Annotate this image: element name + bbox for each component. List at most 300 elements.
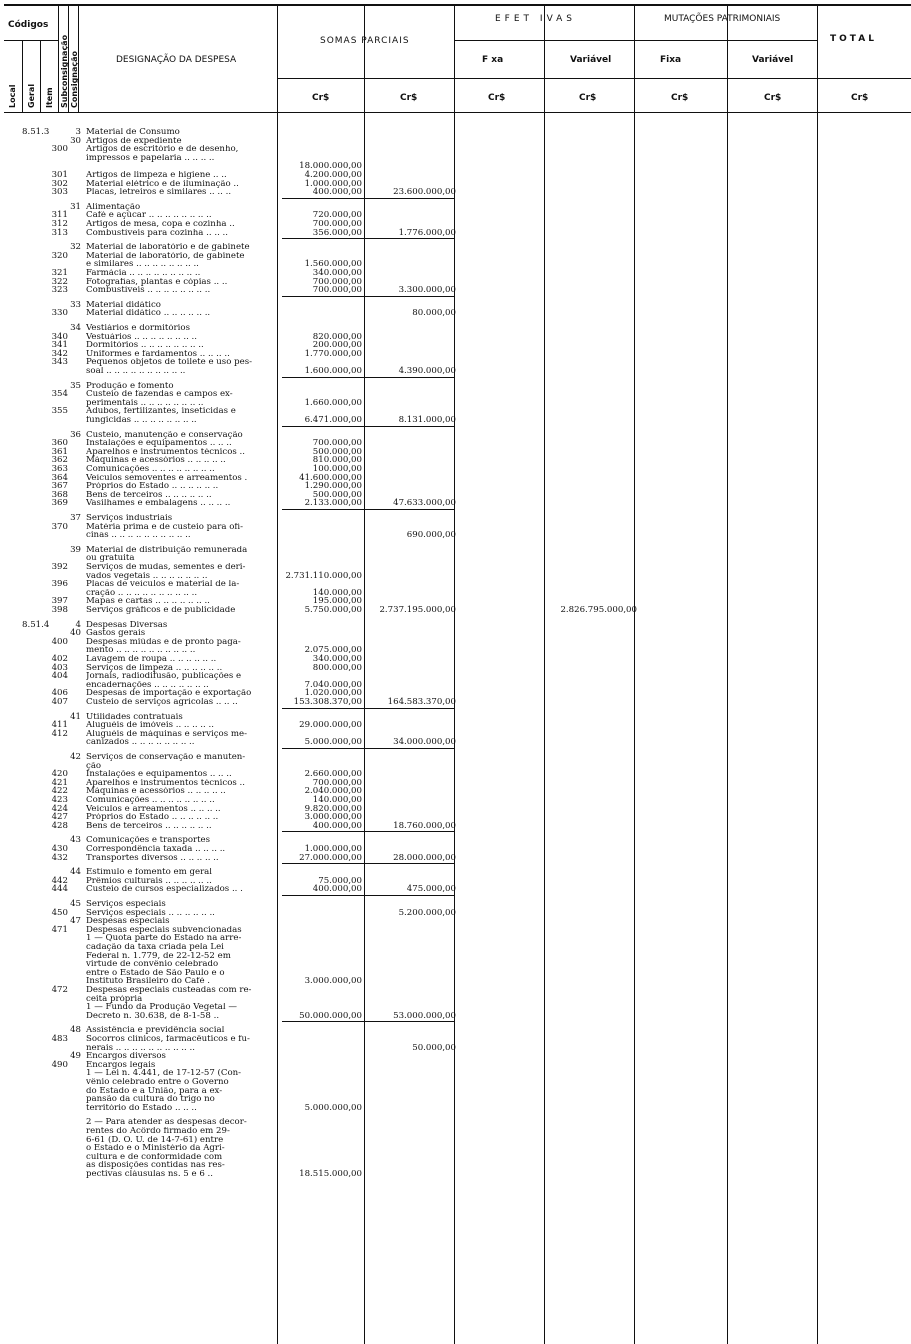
- partial-sum-1: 400.000,00: [312, 187, 362, 198]
- description: Combustíveis para cozinha .. .. ..: [86, 228, 229, 238]
- code-group: 30: [70, 135, 81, 146]
- code-group: 37: [70, 513, 81, 523]
- code-group: 35: [70, 380, 81, 391]
- table-row: [0, 1012, 911, 1021]
- partial-sum-1: 5.000.000,00: [304, 1102, 362, 1113]
- partial-sum-2: 3.300.000,00: [398, 285, 456, 296]
- description: Adubos, fertilizantes, inseticidas e: [86, 407, 236, 417]
- subtotal-rule: [282, 708, 454, 709]
- code-item: 403: [51, 662, 68, 673]
- partial-sum-1: 9.820.000,00: [304, 803, 362, 814]
- description: Material de laboratório e de gabinete: [86, 243, 250, 253]
- partial-sum-2: 4.390.000,00: [398, 366, 456, 376]
- code-item: 321: [51, 268, 68, 278]
- description: perimentais .. .. .. .. .. .. .. ..: [86, 398, 204, 408]
- partial-sum-1: 1.020.000,00: [304, 688, 362, 699]
- subtotal-rule: [282, 748, 454, 749]
- description: Artigos de escritório e de desenho,: [86, 145, 239, 155]
- description: Comunicações .. .. .. .. .. .. .. ..: [86, 796, 215, 805]
- partial-sum-1: 5.000.000,00: [304, 737, 362, 748]
- partial-sum-1: 2.133.000,00: [304, 498, 362, 509]
- designacao-header: DESIGNAÇÃO DA DESPESA: [116, 55, 237, 65]
- description: 6-61 (D. O. U. de 14-7-61) entre: [86, 1135, 224, 1145]
- item-label: Item: [45, 87, 54, 108]
- partial-sum-1: 100.000,00: [312, 464, 362, 474]
- code-group: 3: [75, 127, 81, 137]
- partial-sum-1: 700.000,00: [312, 276, 362, 287]
- partial-sum-1: 153.308.370,00: [293, 697, 362, 707]
- code-group: 49: [70, 1051, 81, 1062]
- code-item: 302: [51, 178, 68, 189]
- description: Vasilhames e embalagens .. .. .. ..: [86, 499, 231, 509]
- code-item: 354: [51, 389, 68, 400]
- description: Artigos de mesa, copa e cozinha ..: [86, 220, 235, 229]
- efetivas-header: EFET IVAS: [495, 14, 577, 24]
- description: Mapas e cartas .. .. .. .. .. .. ..: [86, 597, 210, 607]
- table-row: [0, 188, 911, 197]
- partial-sum-1: 500.000,00: [312, 489, 362, 500]
- description: Artigos de expediente: [86, 136, 182, 146]
- code-group: 43: [70, 835, 81, 846]
- partial-sum-1: 700.000,00: [312, 438, 362, 449]
- description: Comunicações .. .. .. .. .. .. .. ..: [86, 465, 215, 474]
- code-item: 392: [51, 562, 68, 572]
- description: Material de Consumo: [86, 128, 180, 137]
- subtotal-rule: [282, 238, 454, 239]
- partial-sum-1: 820.000,00: [312, 331, 362, 342]
- code-group: 4: [75, 619, 81, 630]
- code-group: 45: [70, 899, 81, 909]
- partial-sum-1: 700.000,00: [312, 777, 362, 788]
- description: Despesas de importação e exportação: [86, 689, 252, 699]
- somas-parciais-header: SOMAS PARCIAIS: [320, 36, 410, 46]
- description: Custeio de cursos especializados .. .: [86, 885, 243, 895]
- partial-sum-1: 2.075.000,00: [304, 645, 362, 656]
- partial-sum-1: 7.040.000,00: [304, 679, 362, 690]
- code-item: 322: [51, 276, 68, 287]
- code-sep-3: [58, 6, 59, 112]
- description: Instalações e equipamentos .. .. ..: [86, 770, 232, 780]
- description: Bens de terceiros .. .. .. .. .. ..: [86, 490, 212, 500]
- mutacoes-header: MUTAÇÕES PATRIMONIAIS: [664, 14, 781, 24]
- code-item: 407: [51, 697, 68, 707]
- code-item: 411: [51, 720, 68, 731]
- partial-sum-1: 5.750.000,00: [304, 605, 362, 615]
- efetivas-rule: [454, 40, 817, 41]
- description: virtude de convênio celebrado: [86, 960, 219, 970]
- partial-sum-1: 75.000,00: [318, 875, 362, 886]
- description: Aluguéis de imóveis .. .. .. .. ..: [86, 721, 214, 731]
- code-item: 472: [51, 985, 68, 995]
- description: nerais .. .. .. .. .. .. .. .. .. ..: [86, 1043, 195, 1053]
- code-group: 42: [70, 752, 81, 762]
- partial-sum-2: 475.000,00: [406, 884, 456, 895]
- table-row: [0, 531, 911, 540]
- currency-total: Cr$: [851, 93, 869, 103]
- subtotal-rule: [282, 831, 454, 832]
- top-border: [4, 4, 911, 6]
- partial-sum-1: 195.000,00: [312, 596, 362, 607]
- description: ceita própria: [86, 994, 143, 1004]
- code-item: 442: [51, 875, 68, 886]
- table-row: [0, 499, 911, 508]
- partial-sum-1: 1.560.000,00: [304, 259, 362, 270]
- currency-p2: Cr$: [400, 93, 418, 103]
- description: Despesas especiais custeadas com re-: [86, 986, 252, 995]
- table-row: [0, 229, 911, 238]
- currency-p1: Cr$: [312, 93, 330, 103]
- description: impressos e papelaria .. .. .. ..: [86, 153, 215, 163]
- consignacao-label: Consignação: [70, 50, 79, 108]
- code-sep-2: [40, 40, 41, 112]
- code-item: 397: [51, 596, 68, 607]
- code-item: 303: [51, 187, 68, 198]
- description: as disposições contidas nas res-: [86, 1161, 225, 1171]
- code-item: 343: [51, 357, 68, 368]
- description: Gastos gerais: [86, 629, 146, 639]
- code-group: 33: [70, 299, 81, 310]
- subtotal-rule: [282, 863, 454, 864]
- description: cultura e de conformidade com: [86, 1152, 223, 1162]
- code-item: 362: [51, 455, 68, 466]
- description: Serviços de conservação e manuten-: [86, 753, 246, 762]
- description: Estímulo e fomento em geral: [86, 868, 213, 878]
- description: Pequenos objetos de toilete e uso pes-: [86, 358, 253, 368]
- description: Matéria prima e de custeio para ofi-: [86, 522, 244, 532]
- code-item: 368: [51, 489, 68, 500]
- partial-sum-1: 4.200.000,00: [304, 170, 362, 180]
- description: Próprios do Estado .. .. .. .. .. ..: [86, 813, 219, 823]
- code-item: 342: [51, 348, 68, 359]
- description: pectivas cláusulas ns. 5 e 6 ..: [86, 1170, 213, 1179]
- description: Custeio, manutenção e conservação: [86, 430, 243, 440]
- partial-sum-2: 1.776.000,00: [398, 227, 456, 238]
- fixa-mut-header: Fixa: [660, 55, 682, 65]
- subtotal-rule: [282, 377, 454, 378]
- currency-rule: [277, 78, 911, 79]
- description: cração .. .. .. .. .. .. .. .. .. ..: [86, 588, 198, 598]
- partial-sum-1: 700.000,00: [312, 219, 362, 229]
- description: Serviços industriais: [86, 514, 173, 523]
- description: Aluguéis de máquinas e serviços me-: [86, 729, 247, 739]
- code-item: 370: [51, 521, 68, 532]
- subconsignacao-label: Subconsignação: [60, 34, 69, 108]
- partial-sum-1: 18.000.000,00: [299, 161, 362, 172]
- code-item: 400: [51, 636, 68, 647]
- description: Serviços de limpeza .. .. .. .. .. ..: [86, 663, 223, 673]
- codes-underline: [4, 40, 58, 41]
- code-item: 471: [51, 924, 68, 935]
- code-item: 361: [51, 446, 68, 457]
- description: Custeio de serviços agrícolas .. .. ..: [86, 698, 238, 707]
- description: Vestiários e dormitórios: [86, 324, 190, 333]
- code-item: 398: [51, 605, 68, 615]
- partial-sum-1: 50.000.000,00: [299, 1010, 362, 1021]
- partial-sum-1: 400.000,00: [312, 820, 362, 831]
- description: Federal n. 1.779, de 22-12-52 em: [86, 951, 231, 961]
- description: Combustíveis .. .. .. .. .. .. .. ..: [86, 286, 211, 296]
- code-item: 301: [51, 170, 68, 180]
- partial-sum-1: 356.000,00: [312, 227, 362, 238]
- description: mento .. .. .. .. .. .. .. .. .. ..: [86, 646, 196, 656]
- code-item: 422: [51, 786, 68, 797]
- partial-sum-2: 2.737.195.000,00: [379, 605, 456, 615]
- partial-sum-2: 80.000,00: [412, 308, 456, 319]
- code-item: 330: [51, 308, 68, 319]
- partial-sum-1: 500.000,00: [312, 446, 362, 457]
- description: Aparelhos e instrumentos técnicos ..: [86, 778, 245, 788]
- code-item: 424: [51, 803, 68, 814]
- description: Prêmios culturais .. .. .. .. .. ..: [86, 876, 212, 886]
- code-group: 32: [70, 242, 81, 253]
- currency-ef: Cr$: [488, 93, 506, 103]
- table-row: [0, 885, 911, 894]
- description: rentes do Acôrdo firmado em 29-: [86, 1127, 230, 1136]
- description: Jornais, radiodifusão, publicações e: [86, 672, 242, 682]
- partial-sum-1: 340.000,00: [312, 654, 362, 664]
- description: Serviços especiais .. .. .. .. .. ..: [86, 908, 215, 918]
- description: fungicidas .. .. .. .. .. .. .. ..: [86, 416, 197, 425]
- description: 1 — Fundo da Produção Vegetal —: [86, 1003, 238, 1013]
- description: Despesas especiais: [86, 917, 170, 927]
- code-item: 444: [51, 884, 68, 895]
- partial-sum-2: 53.000.000,00: [393, 1010, 456, 1021]
- subtotal-rule: [282, 509, 454, 510]
- description: ção: [86, 761, 102, 771]
- description: Serviços de mudas, sementes e deri-: [86, 563, 246, 572]
- code-group: 44: [70, 867, 81, 878]
- description: Material de laboratório, de gabinete: [86, 251, 245, 261]
- partial-sum-2: 23.600.000,00: [393, 187, 456, 198]
- description: Uniformes e fardamentos .. .. .. ..: [86, 349, 230, 359]
- geral-label: Geral: [27, 83, 36, 108]
- partial-sum-1: 720.000,00: [312, 210, 362, 221]
- partial-sum-1: 1.660.000,00: [304, 397, 362, 408]
- code-item: 341: [51, 340, 68, 351]
- code-item: 420: [51, 769, 68, 780]
- currency-ev: Cr$: [579, 93, 597, 103]
- code-item: 313: [51, 227, 68, 238]
- code-item: 406: [51, 688, 68, 699]
- description: Máquinas e acessórios .. .. .. .. ..: [86, 787, 226, 797]
- description: Alimentação: [86, 202, 141, 212]
- description: Comunicações e transportes: [86, 836, 211, 846]
- description: Vestuários .. .. .. .. .. .. .. ..: [86, 332, 198, 342]
- description: Bens de terceiros .. .. .. .. .. ..: [86, 821, 212, 831]
- description: 1 — Lei n. 4.441, de 17-12-57 (Con-: [86, 1069, 242, 1079]
- table-row: [0, 1170, 911, 1179]
- code-group: 36: [70, 429, 81, 440]
- subtotal-rule: [282, 296, 454, 297]
- description: cinas .. .. .. .. .. .. .. .. .. ..: [86, 531, 191, 541]
- description: Instalações e equipamentos .. .. ..: [86, 439, 232, 449]
- code-group: 31: [70, 201, 81, 212]
- description: o Estado e o Ministério da Agri-: [86, 1144, 225, 1154]
- description: Encargos legais: [86, 1060, 156, 1070]
- description: 2 — Para atender as despesas decor-: [86, 1118, 247, 1128]
- table-row: [0, 286, 911, 295]
- description: Material elétrico e de iluminação ..: [86, 179, 239, 189]
- description: Próprios do Estado .. .. .. .. .. ..: [86, 482, 219, 492]
- code-item: 428: [51, 820, 68, 831]
- code-local: 8.51.3: [22, 127, 50, 137]
- subtotal-rule: [282, 895, 454, 896]
- partial-sum-1: 29.000.000,00: [299, 720, 362, 731]
- description: Decreto n. 30.638, de 8-1-58 ..: [86, 1011, 220, 1021]
- code-item: 360: [51, 438, 68, 449]
- variavel-mut-header: Variável: [752, 55, 794, 65]
- code-item: 340: [51, 331, 68, 342]
- partial-sum-1: 200.000,00: [312, 340, 362, 351]
- partial-sum-1: 27.000.000,00: [299, 852, 362, 863]
- table-row: [0, 606, 911, 615]
- description: Material didático: [86, 300, 161, 310]
- description: encadernações .. .. .. .. .. .. ..: [86, 680, 209, 690]
- partial-sum-1: 1.600.000,00: [304, 366, 362, 376]
- description: Artigos de limpeza e higiene .. ..: [86, 171, 227, 180]
- description: Produção e fomento: [86, 381, 174, 391]
- partial-sum-2: 28.000.000,00: [393, 852, 456, 863]
- description: Veículos semoventes e arreamentos .: [86, 473, 248, 483]
- variavel-ef-header: Variável: [570, 55, 612, 65]
- description: Fotografias, plantas e cópias .. ..: [86, 277, 228, 287]
- description: Correspondência taxada .. .. .. ..: [86, 845, 226, 854]
- description: território do Estado .. .. ..: [86, 1103, 197, 1113]
- codigos-label: Códigos: [8, 20, 49, 30]
- partial-sum-1: 140.000,00: [312, 795, 362, 805]
- subtotal-rule: [282, 1021, 454, 1022]
- subtotal-rule: [282, 198, 454, 199]
- subtotal-rule: [282, 426, 454, 427]
- code-local: 8.51.4: [22, 619, 50, 630]
- partial-sum-2: 164.583.370,00: [387, 697, 456, 707]
- partial-sum-2: 5.200.000,00: [398, 907, 456, 918]
- partial-sum-1: 2.040.000,00: [304, 786, 362, 797]
- partial-sum-2: 34.000.000,00: [393, 737, 456, 748]
- code-group: 48: [70, 1025, 81, 1036]
- description: Serviços especiais: [86, 900, 166, 909]
- code-item: 320: [51, 250, 68, 261]
- code-item: 421: [51, 777, 68, 788]
- description: Despesas Diversas: [86, 620, 168, 630]
- partial-sum-1: 1.000.000,00: [304, 844, 362, 854]
- code-item: 312: [51, 219, 68, 229]
- partial-sum-2: 18.760.000,00: [393, 820, 456, 831]
- partial-sum-1: 3.000.000,00: [304, 812, 362, 823]
- code-group: 40: [70, 628, 81, 639]
- description: Material de distribuição remunerada: [86, 545, 248, 555]
- code-group: 41: [70, 711, 81, 722]
- description: Lavagem de roupa .. .. .. .. .. ..: [86, 655, 217, 664]
- partial-sum-1: 18.515.000,00: [299, 1169, 362, 1179]
- code-item: 423: [51, 795, 68, 805]
- description: canizados .. .. .. .. .. .. .. ..: [86, 738, 195, 748]
- header-bottom-border: [4, 112, 911, 113]
- code-item: 427: [51, 812, 68, 823]
- efetiva-variavel: 2.826.795.000,00: [560, 605, 637, 615]
- description: entre o Estado de São Paulo e o: [86, 968, 225, 978]
- code-item: 483: [51, 1034, 68, 1044]
- description: Instituto Brasileiro do Café .: [86, 977, 211, 987]
- code-item: 412: [51, 728, 68, 739]
- code-item: 323: [51, 285, 68, 296]
- table-row: [0, 822, 911, 831]
- description: Utilidades contratuais: [86, 712, 183, 722]
- partial-sum-1: 140.000,00: [312, 587, 362, 598]
- description: Assistência e previdência social: [86, 1026, 225, 1036]
- description: Material didático .. .. .. .. .. ..: [86, 309, 211, 319]
- partial-sum-1: 400.000,00: [312, 884, 362, 895]
- description: Café e açúcar .. .. .. .. .. .. .. ..: [86, 211, 212, 221]
- partial-sum-1: 41.600.000,00: [299, 472, 362, 483]
- description: Aparelhos e instrumentos técnicos ..: [86, 447, 245, 457]
- description: e similares .. .. .. .. .. .. .. ..: [86, 260, 199, 270]
- partial-sum-1: 2.731.110.000,00: [285, 570, 362, 581]
- code-item: 363: [51, 464, 68, 474]
- description: Transportes diversos .. .. .. .. ..: [86, 853, 219, 863]
- code-item: 311: [51, 210, 68, 221]
- description: Placas, letreiros e similares .. .. ..: [86, 188, 232, 198]
- description: Custeio de fazendas e campos ex-: [86, 390, 233, 400]
- description: Socorros clínicos, farmacêuticos e fu-: [86, 1035, 250, 1044]
- description: Placas de veículos e material de la-: [86, 580, 240, 590]
- table-row: [0, 309, 911, 318]
- code-sep-1: [22, 40, 23, 112]
- partial-sum-1: 3.000.000,00: [304, 976, 362, 987]
- description: Máquinas e acessórios .. .. .. .. ..: [86, 456, 226, 466]
- partial-sum-1: 2.660.000,00: [304, 769, 362, 780]
- description: pansão da cultura do trigo no: [86, 1095, 215, 1105]
- code-item: 490: [51, 1059, 68, 1070]
- fixa-ef-header: F xa: [482, 55, 504, 65]
- description: Dormitórios .. .. .. .. .. .. .. ..: [86, 341, 204, 351]
- partial-sum-1: 700.000,00: [312, 285, 362, 296]
- code-item: 367: [51, 481, 68, 492]
- table-row: [0, 738, 911, 747]
- total-header: TOTAL: [830, 34, 877, 44]
- table-row: [0, 698, 911, 707]
- code-item: 364: [51, 472, 68, 483]
- code-item: 450: [51, 907, 68, 918]
- table-row: [0, 1104, 911, 1113]
- code-item: 432: [51, 852, 68, 863]
- description: Farmácia .. .. .. .. .. .. .. .. ..: [86, 269, 201, 278]
- partial-sum-1: 340.000,00: [312, 268, 362, 278]
- partial-sum-1: 1.290.000,00: [304, 481, 362, 492]
- code-group: 34: [70, 323, 81, 333]
- partial-sum-2: 8.131.000,00: [398, 415, 456, 425]
- description: 1 — Quota parte do Estado na arre-: [86, 934, 242, 944]
- code-item: 396: [51, 579, 68, 590]
- local-label: Local: [8, 84, 17, 108]
- description: ou gratuita: [86, 554, 135, 564]
- code-group: 47: [70, 916, 81, 927]
- partial-sum-1: 1.000.000,00: [304, 178, 362, 189]
- description: Despesas especiais subvencionadas: [86, 925, 242, 935]
- partial-sum-1: 800.000,00: [312, 662, 362, 673]
- description: Serviços gráficos e de publicidade: [86, 606, 236, 615]
- code-item: 355: [51, 406, 68, 417]
- description: vados vegetais .. .. .. .. .. .. ..: [86, 571, 208, 581]
- currency-mv: Cr$: [764, 93, 782, 103]
- partial-sum-1: 1.770.000,00: [304, 348, 362, 359]
- description: vênio celebrado entre o Governo: [86, 1078, 229, 1087]
- partial-sum-1: 810.000,00: [312, 455, 362, 466]
- description: do Estado e a União, para a ex-: [86, 1086, 223, 1096]
- partial-sum-1: 6.471.000,00: [304, 415, 362, 425]
- description: soal .. .. .. .. .. .. .. .. .. ..: [86, 367, 186, 376]
- code-item: 300: [51, 144, 68, 155]
